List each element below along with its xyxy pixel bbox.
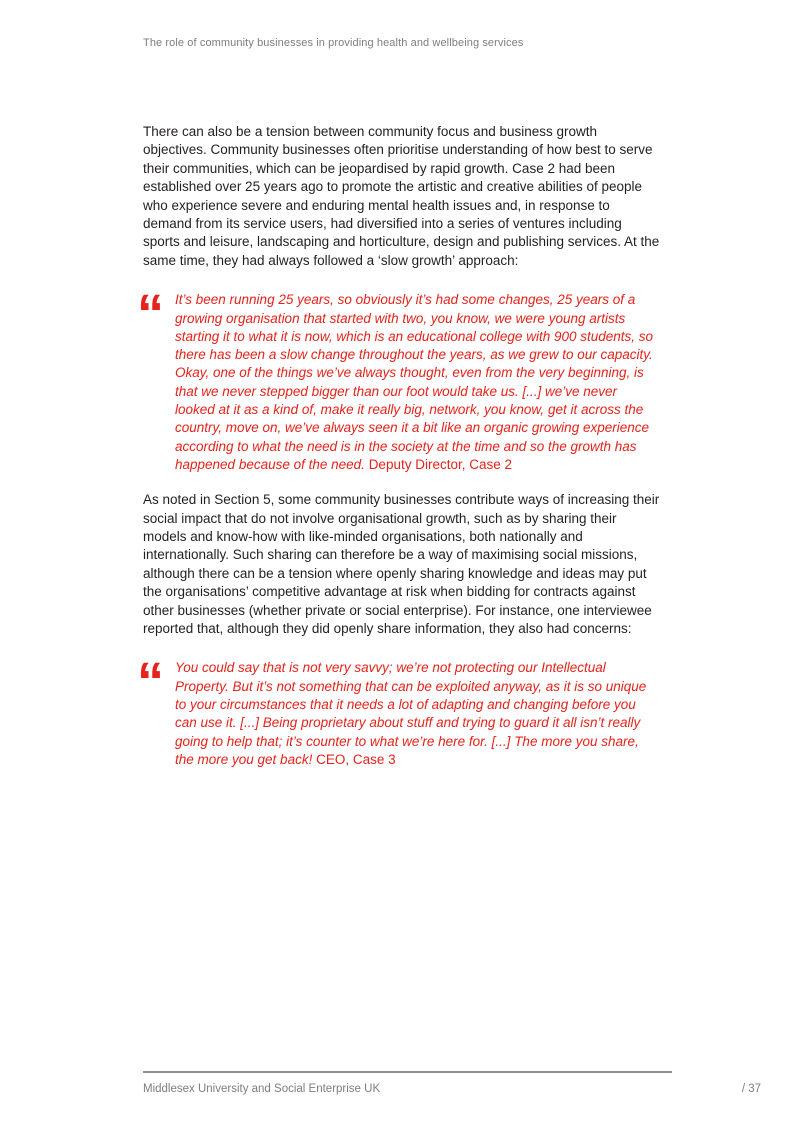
paragraph-sharing-knowledge: As noted in Section 5, some community businesses contribute ways of increasing their social impact that do not involve organisational growth, such as by sharing their models and know-how with like-minded organisations, both nationally and internationally. Such sharing can therefore be a way of maximising social missions, although there can be a tension where openly sharing knowledge and ideas may put the organisations’ competitive advantage at risk when bidding for contracts against other businesses (whether private or social enterprise). For instance, one interviewee reported that, although they did openly share information, they also had concerns: xyxy=(143,492,660,637)
quote-2-text xyxy=(175,659,659,769)
quote-1-text xyxy=(175,291,659,474)
paragraph-growth-tension: There can also be a tension between community focus and business growth objectives. Community businesses often prioritise understanding of how best to serve their communities, which can be jeopardised by rapid growth. Case 2 had been established over 25 years ago to promote the artistic and creative abilities of people who experience severe and enduring mental health issues and, in response to demand from its service users, had diversified into a series of ventures including sports and leisure, landscaping and horticulture, design and publishing services. At the same time, they had always followed a ‘slow growth’ approach: xyxy=(143,124,660,268)
quote-2-attribution: CEO, Case 3 xyxy=(316,751,396,767)
page-footer xyxy=(143,1071,761,1095)
footer-divider xyxy=(143,1071,672,1073)
quote-1-attribution: Deputy Director, Case 2 xyxy=(368,456,512,472)
quote-icon: “ xyxy=(137,284,162,345)
page-content xyxy=(137,123,661,786)
running-header: The role of community businesses in providing health and wellbeing services xyxy=(143,37,524,49)
pull-quote-2 xyxy=(137,652,659,769)
quote-1-body: It’s been running 25 years, so obviously it’s had some changes, 25 years of a growing organisation that started with two, you know, we were young artists starting it to what it is now, which is an educational college with 900 students, so there has been a slow change throughout the years, as we grew to our capacity. Okay, one of the things we’ve always thought, even from the very beginning, is that we never stepped bigger than our foot would take us. [...] we’ve never looked at it as a kind of, make it really big, network, you know, get it across the country, move on, we’ve always seen it a bit like an organic growing experience according to what the need is in the society at the time and so the growth has happened because of the need. xyxy=(175,292,654,472)
footer-row xyxy=(143,1083,761,1095)
quote-2-body: You could say that is not very savvy; we’re not protecting our Intellectual Property. But it’s not something that can be exploited anyway, as it is so unique to your circumstances that it needs a lot of adapting and changing before you can use it. [...] Being proprietary about stuff and trying to guard it all isn’t really going to help that; it’s counter to what we’re here for. [...] The more you share, the more you get back! xyxy=(175,660,647,767)
footer-publisher: Middlesex University and Social Enterprise UK xyxy=(143,1083,381,1095)
quote-icon: “ xyxy=(137,652,162,713)
page-number: / 37 xyxy=(741,1083,761,1095)
pull-quote-1 xyxy=(137,284,659,474)
